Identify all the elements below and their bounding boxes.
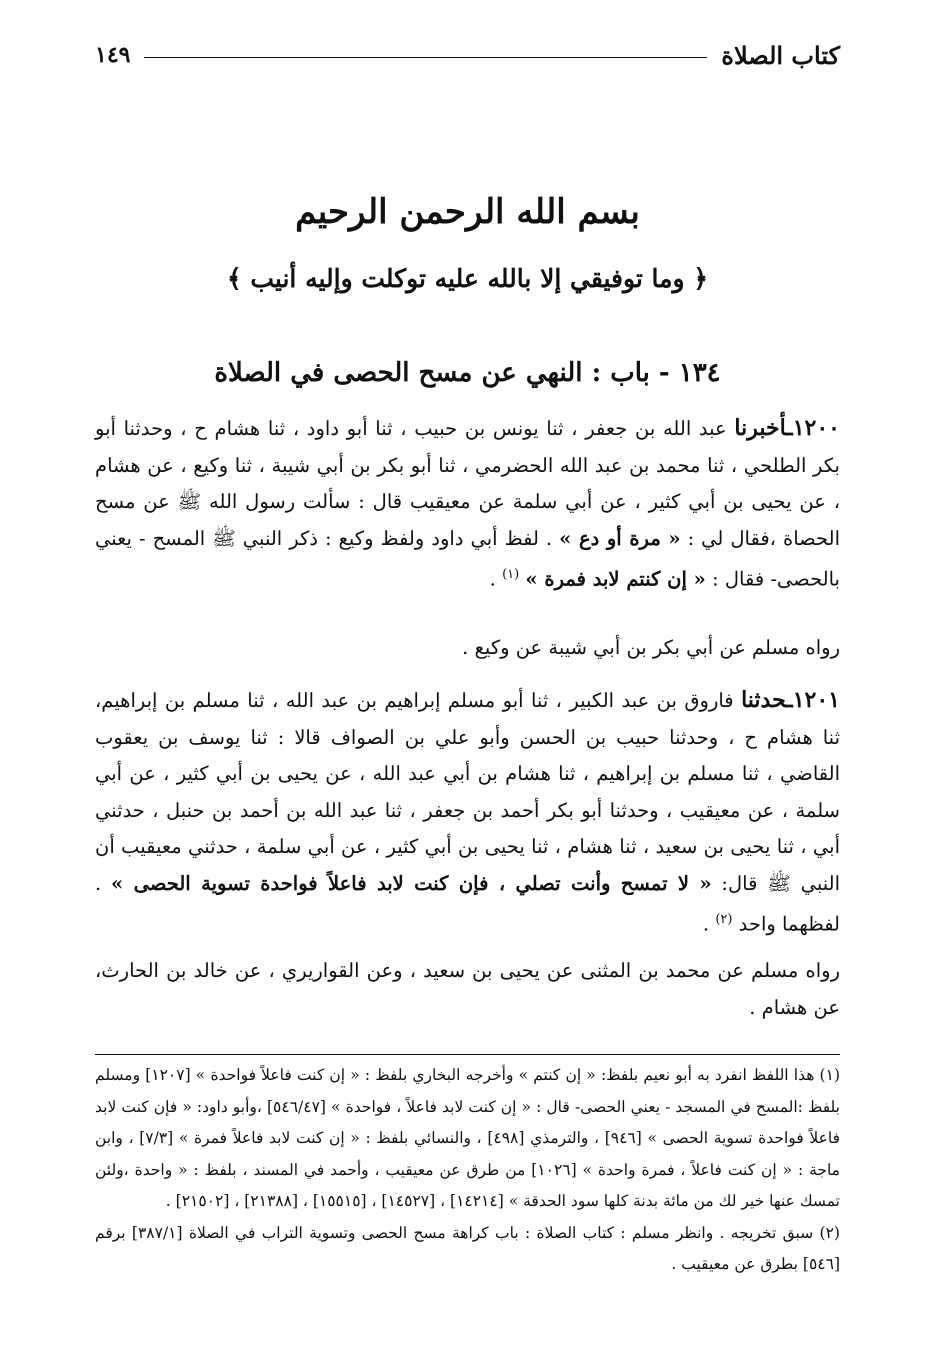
hadith-text: عبد الله بن جعفر ، ثنا يونس بن حبيب ، ثنا أبو داود ، ثنا هشام ح ، وحدثنا أبو بكر الطلحي ، ثنا محمد بن عبد الله الحضرمي ، ثنا أبو بكر بن أبي شيبة ، ثنا وكيع ، عن هشام ، عن يحيى بن أبي كثير ، عن أبي سلمة عن معيقيب قال : سألت رسول الله ﷺ عن مسح الحصاة ،فقال لي : bbox=[95, 417, 841, 550]
hadith-text: . bbox=[702, 912, 716, 936]
running-header bbox=[95, 38, 840, 72]
hadith-verb: حدثنا bbox=[741, 687, 787, 713]
quran-verse: ﴿ وما توفيقي إلا بالله عليه توكلت وإليه أنيب ﴾ bbox=[227, 264, 708, 293]
hadith-1200 bbox=[95, 410, 840, 598]
narration-1201: رواه مسلم عن محمد بن المثنى عن يحيى بن سعيد ، وعن القواريري ، عن خالد بن الحارث، عن هشام . bbox=[95, 959, 840, 1019]
footnote-reference[interactable]: (١) bbox=[502, 567, 520, 582]
hadith-text: فاروق بن عبد الكبير ، ثنا أبو مسلم إبراهيم بن عبد الله ، ثنا مسلم بن إبراهيم، ثنا هشام ح ، وحدثنا حبيب بن الحسن وأبو علي بن الصواف قالا : ثنا يوسف بن يعقوب القاضي ، ثنا مسلم بن إبراهيم ، ثنا هشام بن أبي عبد الله ، عن يحيى بن أبي كثير ، عن أبي سلمة ، عن معيقيب ، وحدثنا أبو بكر أحمد بن جعفر ، ثنا عبد الله بن أحمد بن حنبل ، حدثني أبي ، ثنا يحيى بن سعيد ، ثنا هشام ، ثنا يحيى بن أبي كثير ، عن أبي سلمة ، حدثني معيقيب أن النبي ﷺ قال: bbox=[95, 689, 840, 895]
page-number: ١٤٩ bbox=[95, 42, 131, 68]
basmala: بسم الله الرحمن الرحيم bbox=[295, 192, 640, 232]
footnote-reference[interactable]: (٢) bbox=[715, 912, 733, 927]
footnotes bbox=[95, 1060, 840, 1281]
hadith-1201 bbox=[95, 682, 840, 943]
hadith-number: ١٢٠٠ـ bbox=[786, 415, 840, 441]
hadith-verb: أخبرنا bbox=[734, 415, 787, 441]
hadith-quote: « إن كنتم لابد فمرة » bbox=[525, 567, 706, 591]
hadith-quote: « مرة أو دع » bbox=[559, 526, 681, 550]
header-rule bbox=[144, 57, 707, 58]
hadith-quote: « لا تمسح وأنت تصلي ، فإن كنت لابد فاعلاً فواحدة تسوية الحصى » bbox=[111, 871, 712, 895]
hadith-text: . bbox=[489, 567, 503, 591]
hadith-number: ١٢٠١ـ bbox=[786, 687, 840, 713]
book-title: كتاب الصلاة bbox=[721, 40, 840, 70]
hadith-text: . لفظ أبي داود ولفظ وكيع : ذكر النبي ﷺ المسح - يعني بالحصى- فقال : bbox=[95, 526, 840, 591]
footnote-1: (١) هذا اللفظ انفرد به أبو نعيم بلفظ: « إن كنتم » وأخرجه البخاري بلفظ : « إن كنت فاعلاً فواحدة » [١٢٠٧] ومسلم بلفظ :المسح في المسجد - يعني الحصى- قال : « إن كنت لابد فاعلاً ، فواحدة » [٥٤٦/٤٧] ،وأبو داود: « فإن كنت لابد فاعلاً فواحدة تسوية الحصى » [٩٤٦] ، والترمذي [٤٩٨] ، والنسائي بلفظ : « إن كنت لابد فاعلاً فمرة » [٧/٣] ، وابن ماجة : « إن كنت فاعلاً ، فمرة واحدة » [١٠٢٦] من طرق عن معيقيب ، وأحمد في المسند ، بلفظ : « واحدة ،ولئن تمسك عنها خير لك من مائة بدنة كلها سود الحدقة » [١٤٢١٤] ، [١٤٥٢٧] ، [١٥٥١٥] ، [٢١٣٨٨] ، [٢١٥٠٢] . bbox=[95, 1066, 840, 1210]
chapter-heading: ١٣٤ - باب : النهي عن مسح الحصى في الصلاة bbox=[214, 358, 721, 388]
footnote-rule bbox=[95, 1054, 840, 1055]
footnote-2: (٢) سبق تخريجه . وانظر مسلم : كتاب الصلاة : باب كراهة مسح الحصى وتسوية التراب في الصلاة [٣٨٧/١] برقم [٥٤٦] بطرق عن معيقيب . bbox=[95, 1223, 840, 1273]
hadith-text: . لفظهما واحد bbox=[95, 871, 840, 936]
narration-1200: رواه مسلم عن أبي بكر بن أبي شيبة عن وكيع . bbox=[462, 636, 840, 659]
